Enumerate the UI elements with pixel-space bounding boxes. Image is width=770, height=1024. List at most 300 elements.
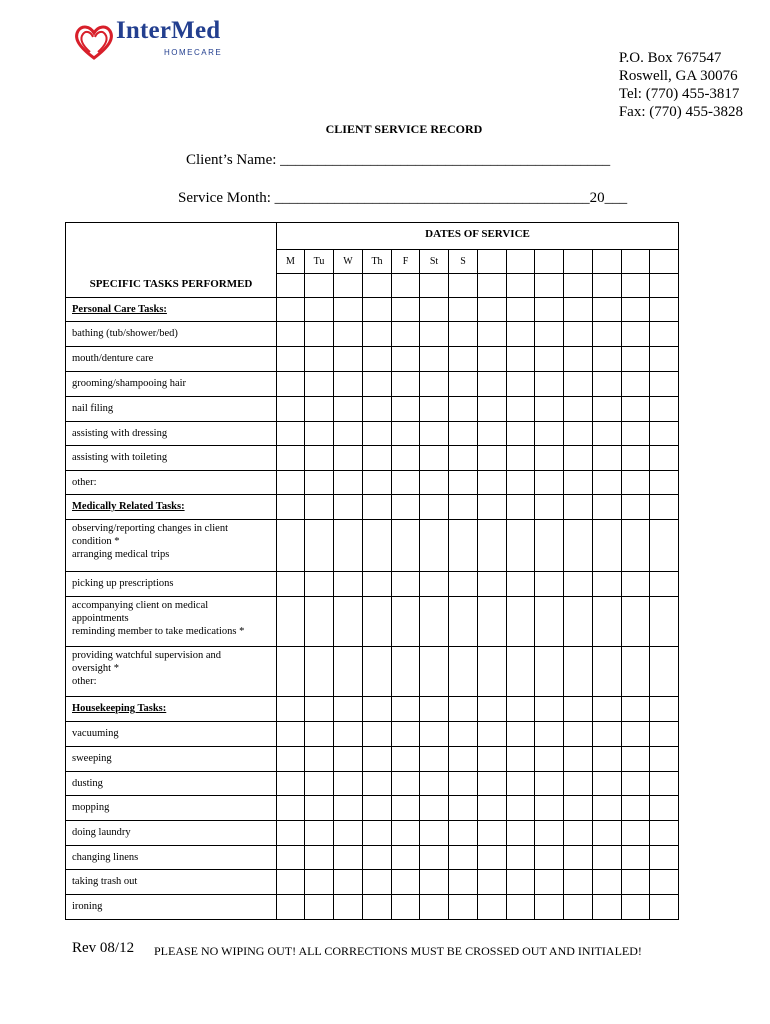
service-check-cell[interactable] — [593, 821, 622, 846]
service-check-cell[interactable] — [449, 821, 478, 846]
service-check-cell[interactable] — [478, 446, 507, 471]
service-check-cell[interactable] — [593, 471, 622, 495]
service-check-cell[interactable] — [363, 298, 392, 322]
service-check-cell[interactable] — [564, 870, 593, 895]
service-check-cell[interactable] — [507, 372, 535, 397]
service-check-cell[interactable] — [277, 697, 305, 722]
service-check-cell[interactable] — [564, 821, 593, 846]
service-check-cell[interactable] — [277, 747, 305, 772]
service-check-cell[interactable] — [392, 572, 420, 597]
service-check-cell[interactable] — [305, 572, 334, 597]
service-check-cell[interactable] — [277, 397, 305, 422]
service-check-cell[interactable] — [420, 446, 449, 471]
service-check-cell[interactable] — [420, 347, 449, 372]
service-check-cell[interactable] — [392, 471, 420, 495]
service-check-cell[interactable] — [392, 347, 420, 372]
service-check-cell[interactable] — [420, 471, 449, 495]
service-check-cell[interactable] — [334, 722, 363, 747]
service-check-cell[interactable] — [334, 821, 363, 846]
service-check-cell[interactable] — [622, 895, 650, 920]
service-check-cell[interactable] — [593, 372, 622, 397]
service-check-cell[interactable] — [564, 647, 593, 697]
service-check-cell[interactable] — [507, 821, 535, 846]
service-check-cell[interactable] — [277, 772, 305, 796]
service-check-cell[interactable] — [305, 870, 334, 895]
service-check-cell[interactable] — [392, 422, 420, 446]
service-check-cell[interactable] — [507, 446, 535, 471]
service-check-cell[interactable] — [363, 870, 392, 895]
service-check-cell[interactable] — [305, 495, 334, 520]
service-check-cell[interactable] — [650, 870, 679, 895]
service-check-cell[interactable] — [564, 471, 593, 495]
service-check-cell[interactable] — [449, 446, 478, 471]
service-check-cell[interactable] — [622, 397, 650, 422]
service-check-cell[interactable] — [449, 647, 478, 697]
service-check-cell[interactable] — [535, 597, 564, 647]
service-check-cell[interactable] — [650, 520, 679, 572]
service-check-cell[interactable] — [507, 422, 535, 446]
service-check-cell[interactable] — [507, 870, 535, 895]
service-check-cell[interactable] — [420, 846, 449, 870]
service-check-cell[interactable] — [478, 572, 507, 597]
service-check-cell[interactable] — [420, 722, 449, 747]
date-cell[interactable] — [535, 250, 564, 274]
service-check-cell[interactable] — [334, 846, 363, 870]
service-check-cell[interactable] — [650, 422, 679, 446]
service-check-cell[interactable] — [334, 870, 363, 895]
date-cell[interactable] — [507, 250, 535, 274]
service-check-cell[interactable] — [650, 397, 679, 422]
service-check-cell[interactable] — [507, 846, 535, 870]
service-check-cell[interactable] — [564, 274, 593, 298]
service-check-cell[interactable] — [277, 471, 305, 495]
service-check-cell[interactable] — [392, 397, 420, 422]
service-check-cell[interactable] — [650, 298, 679, 322]
service-check-cell[interactable] — [535, 471, 564, 495]
service-check-cell[interactable] — [305, 520, 334, 572]
service-check-cell[interactable] — [420, 495, 449, 520]
service-check-cell[interactable] — [622, 647, 650, 697]
service-check-cell[interactable] — [507, 298, 535, 322]
service-check-cell[interactable] — [535, 495, 564, 520]
service-check-cell[interactable] — [277, 322, 305, 347]
service-check-cell[interactable] — [622, 772, 650, 796]
service-check-cell[interactable] — [277, 722, 305, 747]
service-check-cell[interactable] — [363, 895, 392, 920]
service-check-cell[interactable] — [449, 520, 478, 572]
service-check-cell[interactable] — [449, 471, 478, 495]
service-check-cell[interactable] — [392, 821, 420, 846]
service-check-cell[interactable] — [334, 322, 363, 347]
service-check-cell[interactable] — [650, 821, 679, 846]
service-check-cell[interactable] — [535, 322, 564, 347]
service-check-cell[interactable] — [334, 572, 363, 597]
service-check-cell[interactable] — [392, 274, 420, 298]
service-check-cell[interactable] — [507, 322, 535, 347]
service-check-cell[interactable] — [334, 772, 363, 796]
service-check-cell[interactable] — [650, 772, 679, 796]
service-check-cell[interactable] — [564, 495, 593, 520]
service-check-cell[interactable] — [449, 397, 478, 422]
service-check-cell[interactable] — [622, 697, 650, 722]
service-check-cell[interactable] — [334, 397, 363, 422]
service-check-cell[interactable] — [449, 274, 478, 298]
service-check-cell[interactable] — [392, 597, 420, 647]
service-check-cell[interactable] — [363, 821, 392, 846]
service-check-cell[interactable] — [535, 572, 564, 597]
service-check-cell[interactable] — [334, 347, 363, 372]
service-check-cell[interactable] — [449, 495, 478, 520]
service-check-cell[interactable] — [392, 747, 420, 772]
service-check-cell[interactable] — [334, 597, 363, 647]
date-cell[interactable] — [478, 250, 507, 274]
service-check-cell[interactable] — [507, 597, 535, 647]
service-check-cell[interactable] — [277, 495, 305, 520]
service-check-cell[interactable] — [277, 895, 305, 920]
service-check-cell[interactable] — [507, 796, 535, 821]
service-check-cell[interactable] — [535, 274, 564, 298]
service-check-cell[interactable] — [564, 298, 593, 322]
service-check-cell[interactable] — [564, 697, 593, 722]
service-check-cell[interactable] — [334, 647, 363, 697]
service-check-cell[interactable] — [564, 895, 593, 920]
service-check-cell[interactable] — [363, 597, 392, 647]
service-check-cell[interactable] — [305, 796, 334, 821]
service-check-cell[interactable] — [593, 274, 622, 298]
service-check-cell[interactable] — [449, 298, 478, 322]
date-cell[interactable] — [593, 250, 622, 274]
service-check-cell[interactable] — [564, 372, 593, 397]
service-check-cell[interactable] — [650, 846, 679, 870]
service-check-cell[interactable] — [507, 397, 535, 422]
service-check-cell[interactable] — [420, 697, 449, 722]
service-check-cell[interactable] — [449, 697, 478, 722]
service-check-cell[interactable] — [363, 397, 392, 422]
service-check-cell[interactable] — [334, 471, 363, 495]
service-check-cell[interactable] — [277, 870, 305, 895]
service-check-cell[interactable] — [305, 471, 334, 495]
service-check-cell[interactable] — [650, 446, 679, 471]
service-check-cell[interactable] — [622, 372, 650, 397]
service-check-cell[interactable] — [420, 647, 449, 697]
service-check-cell[interactable] — [420, 322, 449, 347]
service-check-cell[interactable] — [535, 347, 564, 372]
service-check-cell[interactable] — [420, 895, 449, 920]
service-check-cell[interactable] — [478, 722, 507, 747]
service-check-cell[interactable] — [478, 870, 507, 895]
service-check-cell[interactable] — [277, 422, 305, 446]
service-check-cell[interactable] — [363, 322, 392, 347]
service-check-cell[interactable] — [535, 796, 564, 821]
service-check-cell[interactable] — [622, 597, 650, 647]
service-check-cell[interactable] — [507, 647, 535, 697]
service-check-cell[interactable] — [277, 520, 305, 572]
service-check-cell[interactable] — [593, 322, 622, 347]
service-check-cell[interactable] — [564, 446, 593, 471]
service-check-cell[interactable] — [392, 647, 420, 697]
service-check-cell[interactable] — [363, 722, 392, 747]
service-check-cell[interactable] — [650, 372, 679, 397]
service-check-cell[interactable] — [622, 796, 650, 821]
service-check-cell[interactable] — [277, 821, 305, 846]
service-check-cell[interactable] — [420, 422, 449, 446]
service-check-cell[interactable] — [334, 520, 363, 572]
service-check-cell[interactable] — [650, 597, 679, 647]
service-check-cell[interactable] — [478, 772, 507, 796]
service-check-cell[interactable] — [507, 772, 535, 796]
service-check-cell[interactable] — [507, 895, 535, 920]
service-check-cell[interactable] — [420, 397, 449, 422]
service-check-cell[interactable] — [535, 772, 564, 796]
service-check-cell[interactable] — [507, 274, 535, 298]
service-check-cell[interactable] — [392, 722, 420, 747]
service-check-cell[interactable] — [334, 895, 363, 920]
service-check-cell[interactable] — [622, 821, 650, 846]
service-check-cell[interactable] — [449, 796, 478, 821]
service-check-cell[interactable] — [305, 274, 334, 298]
date-cell[interactable] — [622, 250, 650, 274]
service-check-cell[interactable] — [334, 495, 363, 520]
service-check-cell[interactable] — [593, 796, 622, 821]
service-check-cell[interactable] — [650, 697, 679, 722]
service-check-cell[interactable] — [305, 372, 334, 397]
service-check-cell[interactable] — [593, 870, 622, 895]
service-check-cell[interactable] — [507, 495, 535, 520]
service-check-cell[interactable] — [449, 722, 478, 747]
service-check-cell[interactable] — [277, 298, 305, 322]
service-check-cell[interactable] — [363, 422, 392, 446]
service-check-cell[interactable] — [277, 274, 305, 298]
service-check-cell[interactable] — [593, 697, 622, 722]
service-check-cell[interactable] — [305, 422, 334, 446]
service-check-cell[interactable] — [650, 796, 679, 821]
service-check-cell[interactable] — [363, 446, 392, 471]
service-check-cell[interactable] — [305, 846, 334, 870]
service-check-cell[interactable] — [564, 422, 593, 446]
service-check-cell[interactable] — [593, 495, 622, 520]
service-check-cell[interactable] — [507, 572, 535, 597]
service-check-cell[interactable] — [622, 322, 650, 347]
service-check-cell[interactable] — [420, 572, 449, 597]
service-check-cell[interactable] — [478, 274, 507, 298]
service-check-cell[interactable] — [622, 446, 650, 471]
service-check-cell[interactable] — [449, 870, 478, 895]
service-check-cell[interactable] — [392, 697, 420, 722]
service-check-cell[interactable] — [593, 572, 622, 597]
service-check-cell[interactable] — [564, 520, 593, 572]
service-check-cell[interactable] — [305, 347, 334, 372]
service-check-cell[interactable] — [535, 895, 564, 920]
service-check-cell[interactable] — [392, 495, 420, 520]
service-check-cell[interactable] — [564, 846, 593, 870]
service-check-cell[interactable] — [449, 895, 478, 920]
service-check-cell[interactable] — [593, 647, 622, 697]
service-check-cell[interactable] — [305, 895, 334, 920]
service-check-cell[interactable] — [392, 870, 420, 895]
service-check-cell[interactable] — [363, 772, 392, 796]
service-check-cell[interactable] — [650, 347, 679, 372]
service-check-cell[interactable] — [334, 274, 363, 298]
service-check-cell[interactable] — [535, 846, 564, 870]
service-check-cell[interactable] — [650, 747, 679, 772]
service-check-cell[interactable] — [535, 298, 564, 322]
service-check-cell[interactable] — [535, 372, 564, 397]
service-check-cell[interactable] — [535, 697, 564, 722]
service-check-cell[interactable] — [507, 747, 535, 772]
service-check-cell[interactable] — [535, 821, 564, 846]
service-check-cell[interactable] — [622, 495, 650, 520]
service-check-cell[interactable] — [622, 747, 650, 772]
service-check-cell[interactable] — [507, 471, 535, 495]
service-check-cell[interactable] — [305, 597, 334, 647]
service-check-cell[interactable] — [449, 372, 478, 397]
service-check-cell[interactable] — [392, 796, 420, 821]
service-check-cell[interactable] — [564, 572, 593, 597]
service-check-cell[interactable] — [622, 572, 650, 597]
service-check-cell[interactable] — [564, 322, 593, 347]
service-check-cell[interactable] — [564, 347, 593, 372]
service-check-cell[interactable] — [650, 572, 679, 597]
service-check-cell[interactable] — [507, 347, 535, 372]
service-check-cell[interactable] — [478, 322, 507, 347]
service-check-cell[interactable] — [593, 520, 622, 572]
service-check-cell[interactable] — [564, 747, 593, 772]
service-check-cell[interactable] — [305, 697, 334, 722]
service-check-cell[interactable] — [507, 520, 535, 572]
service-check-cell[interactable] — [420, 870, 449, 895]
service-check-cell[interactable] — [363, 572, 392, 597]
service-check-cell[interactable] — [535, 446, 564, 471]
service-check-cell[interactable] — [277, 372, 305, 397]
service-check-cell[interactable] — [363, 347, 392, 372]
service-check-cell[interactable] — [593, 347, 622, 372]
service-check-cell[interactable] — [650, 471, 679, 495]
service-check-cell[interactable] — [420, 772, 449, 796]
service-month-field[interactable]: Service Month: __________________________________________20___ — [178, 190, 628, 206]
service-check-cell[interactable] — [392, 322, 420, 347]
service-check-cell[interactable] — [392, 772, 420, 796]
service-check-cell[interactable] — [593, 446, 622, 471]
service-check-cell[interactable] — [392, 446, 420, 471]
service-check-cell[interactable] — [650, 495, 679, 520]
service-check-cell[interactable] — [449, 846, 478, 870]
service-check-cell[interactable] — [478, 895, 507, 920]
service-check-cell[interactable] — [622, 298, 650, 322]
service-check-cell[interactable] — [363, 697, 392, 722]
service-check-cell[interactable] — [478, 495, 507, 520]
service-check-cell[interactable] — [478, 372, 507, 397]
service-check-cell[interactable] — [392, 298, 420, 322]
service-check-cell[interactable] — [334, 422, 363, 446]
service-check-cell[interactable] — [420, 597, 449, 647]
service-check-cell[interactable] — [622, 846, 650, 870]
service-check-cell[interactable] — [334, 446, 363, 471]
service-check-cell[interactable] — [305, 397, 334, 422]
service-check-cell[interactable] — [507, 722, 535, 747]
service-check-cell[interactable] — [449, 747, 478, 772]
date-cell[interactable] — [564, 250, 593, 274]
service-check-cell[interactable] — [420, 520, 449, 572]
service-check-cell[interactable] — [564, 597, 593, 647]
service-check-cell[interactable] — [622, 471, 650, 495]
service-check-cell[interactable] — [363, 274, 392, 298]
service-check-cell[interactable] — [650, 647, 679, 697]
service-check-cell[interactable] — [277, 597, 305, 647]
service-check-cell[interactable] — [363, 846, 392, 870]
service-check-cell[interactable] — [535, 647, 564, 697]
service-check-cell[interactable] — [363, 747, 392, 772]
service-check-cell[interactable] — [478, 846, 507, 870]
service-check-cell[interactable] — [622, 722, 650, 747]
service-check-cell[interactable] — [650, 322, 679, 347]
service-check-cell[interactable] — [277, 647, 305, 697]
service-check-cell[interactable] — [334, 747, 363, 772]
service-check-cell[interactable] — [650, 895, 679, 920]
service-check-cell[interactable] — [593, 895, 622, 920]
service-check-cell[interactable] — [277, 572, 305, 597]
service-check-cell[interactable] — [535, 722, 564, 747]
date-cell[interactable] — [650, 250, 679, 274]
service-check-cell[interactable] — [564, 397, 593, 422]
service-check-cell[interactable] — [449, 322, 478, 347]
service-check-cell[interactable] — [535, 870, 564, 895]
service-check-cell[interactable] — [363, 471, 392, 495]
service-check-cell[interactable] — [478, 597, 507, 647]
service-check-cell[interactable] — [449, 422, 478, 446]
service-check-cell[interactable] — [507, 697, 535, 722]
service-check-cell[interactable] — [478, 471, 507, 495]
service-check-cell[interactable] — [564, 722, 593, 747]
service-check-cell[interactable] — [478, 298, 507, 322]
service-check-cell[interactable] — [277, 846, 305, 870]
service-check-cell[interactable] — [305, 772, 334, 796]
service-check-cell[interactable] — [593, 747, 622, 772]
service-check-cell[interactable] — [363, 495, 392, 520]
service-check-cell[interactable] — [420, 274, 449, 298]
service-check-cell[interactable] — [420, 821, 449, 846]
service-check-cell[interactable] — [334, 697, 363, 722]
service-check-cell[interactable] — [420, 747, 449, 772]
service-check-cell[interactable] — [305, 722, 334, 747]
service-check-cell[interactable] — [392, 895, 420, 920]
service-check-cell[interactable] — [305, 821, 334, 846]
service-check-cell[interactable] — [593, 422, 622, 446]
service-check-cell[interactable] — [277, 446, 305, 471]
service-check-cell[interactable] — [478, 697, 507, 722]
service-check-cell[interactable] — [622, 870, 650, 895]
client-name-field[interactable]: Client’s Name: ____________________________________________ — [186, 152, 611, 168]
service-check-cell[interactable] — [478, 796, 507, 821]
service-check-cell[interactable] — [478, 347, 507, 372]
service-check-cell[interactable] — [392, 372, 420, 397]
service-check-cell[interactable] — [478, 747, 507, 772]
service-check-cell[interactable] — [305, 446, 334, 471]
service-check-cell[interactable] — [363, 520, 392, 572]
service-check-cell[interactable] — [535, 397, 564, 422]
service-check-cell[interactable] — [564, 796, 593, 821]
service-check-cell[interactable] — [449, 347, 478, 372]
service-check-cell[interactable] — [593, 597, 622, 647]
service-check-cell[interactable] — [363, 796, 392, 821]
service-check-cell[interactable] — [478, 422, 507, 446]
service-check-cell[interactable] — [420, 298, 449, 322]
service-check-cell[interactable] — [478, 520, 507, 572]
service-check-cell[interactable] — [305, 747, 334, 772]
service-check-cell[interactable] — [478, 397, 507, 422]
service-check-cell[interactable] — [305, 298, 334, 322]
service-check-cell[interactable] — [593, 846, 622, 870]
service-check-cell[interactable] — [449, 572, 478, 597]
